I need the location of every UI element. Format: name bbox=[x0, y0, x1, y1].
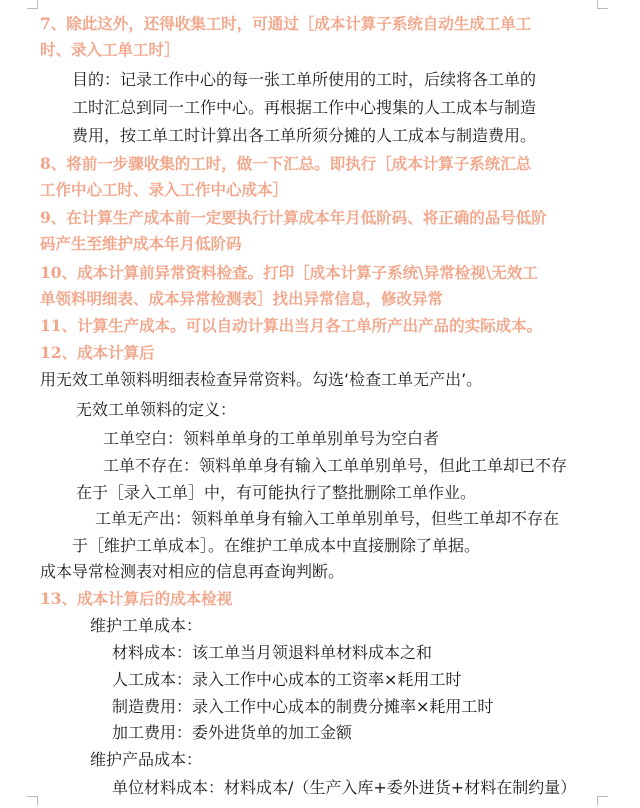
crop-mark bbox=[27, 796, 38, 805]
body-line: 维护工单成本： bbox=[90, 616, 203, 635]
crop-mark bbox=[597, 0, 608, 9]
body-line: 无效工单领料的定义： bbox=[76, 400, 237, 419]
body-line: 成本导常检测表对相应的信息再查询判断。 bbox=[40, 562, 345, 581]
section-7-heading: 7、除此这外，还得收集工时，可通过［成本计算子系统自动生成工单工 bbox=[40, 14, 532, 33]
body-line: 费用，按工单工时计算出各工单所须分摊的人工成本与制造费用。 bbox=[72, 126, 537, 145]
body-line: 材料成本：该工单当月领退料单材料成本之和 bbox=[112, 643, 433, 662]
body-line: 工单空白：领料单单身的工单单别单号为空白者 bbox=[103, 429, 440, 448]
body-line: 在于［录入工单］中，有可能执行了整批删除工单作业。 bbox=[76, 483, 477, 502]
section-10-heading: 10、成本计算前异常资料检查。打印［成本计算子系统\异常检视\无效工 bbox=[40, 263, 538, 282]
body-line: 制造费用：录入工作中心成本的制费分摊率×耗用工时 bbox=[112, 697, 494, 716]
body-line: 工单不存在：领料单单身有输入工单单别单号，但此工单却已不存 bbox=[103, 456, 568, 475]
section-8-heading: 8、将前一步骤收集的工时，做一下汇总。即执行［成本计算子系统汇总 bbox=[40, 154, 532, 173]
body-line: 人工成本：录入工作中心成本的工资率×耗用工时 bbox=[112, 670, 462, 689]
crop-mark bbox=[27, 0, 38, 9]
section-9-heading: 9、在计算生产成本前一定要执行计算成本年月低阶码、将正确的品号低阶 bbox=[40, 208, 547, 227]
section-13-heading: 13、成本计算后的成本检视 bbox=[40, 589, 233, 608]
body-line: 单位材料成本：材料成本/（生产入库+委外进货+材料在制约量） bbox=[112, 778, 577, 797]
body-line: 工单无产出：领料单单身有输入工单单别单号，但些工单却不存在 bbox=[95, 509, 560, 528]
section-9-heading-cont: 码产生至维护成本年月低阶码 bbox=[40, 234, 242, 253]
section-10-heading-cont: 单领料明细表、成本异常检测表］找出异常信息，修改异常 bbox=[40, 289, 444, 308]
crop-mark bbox=[597, 796, 608, 805]
section-7-heading-cont: 时、录入工单工时］ bbox=[40, 40, 180, 59]
body-line: 目的：记录工作中心的每一张工单所使用的工时，后续将各工单的 bbox=[72, 70, 537, 89]
section-11-heading: 11、计算生产成本。可以自动计算出当月各工单所产出产品的实际成本。 bbox=[40, 316, 543, 335]
section-8-heading-cont: 工作中心工时、录入工作中心成本］ bbox=[40, 180, 289, 199]
body-line: 加工费用：委外进货单的加工金额 bbox=[112, 723, 353, 742]
section-12-heading: 12、成本计算后 bbox=[40, 343, 155, 362]
body-line: 于［维护工单成本］。在维护工单成本中直接删除了单据。 bbox=[72, 536, 481, 555]
body-line: 维护产品成本： bbox=[90, 750, 203, 769]
body-line: 用无效工单领料明细表检查异常资料。勾选‘检查工单无产出’。 bbox=[40, 370, 483, 389]
body-line: 工时汇总到同一工作中心。再根据工作中心搜集的人工成本与制造 bbox=[72, 98, 537, 117]
